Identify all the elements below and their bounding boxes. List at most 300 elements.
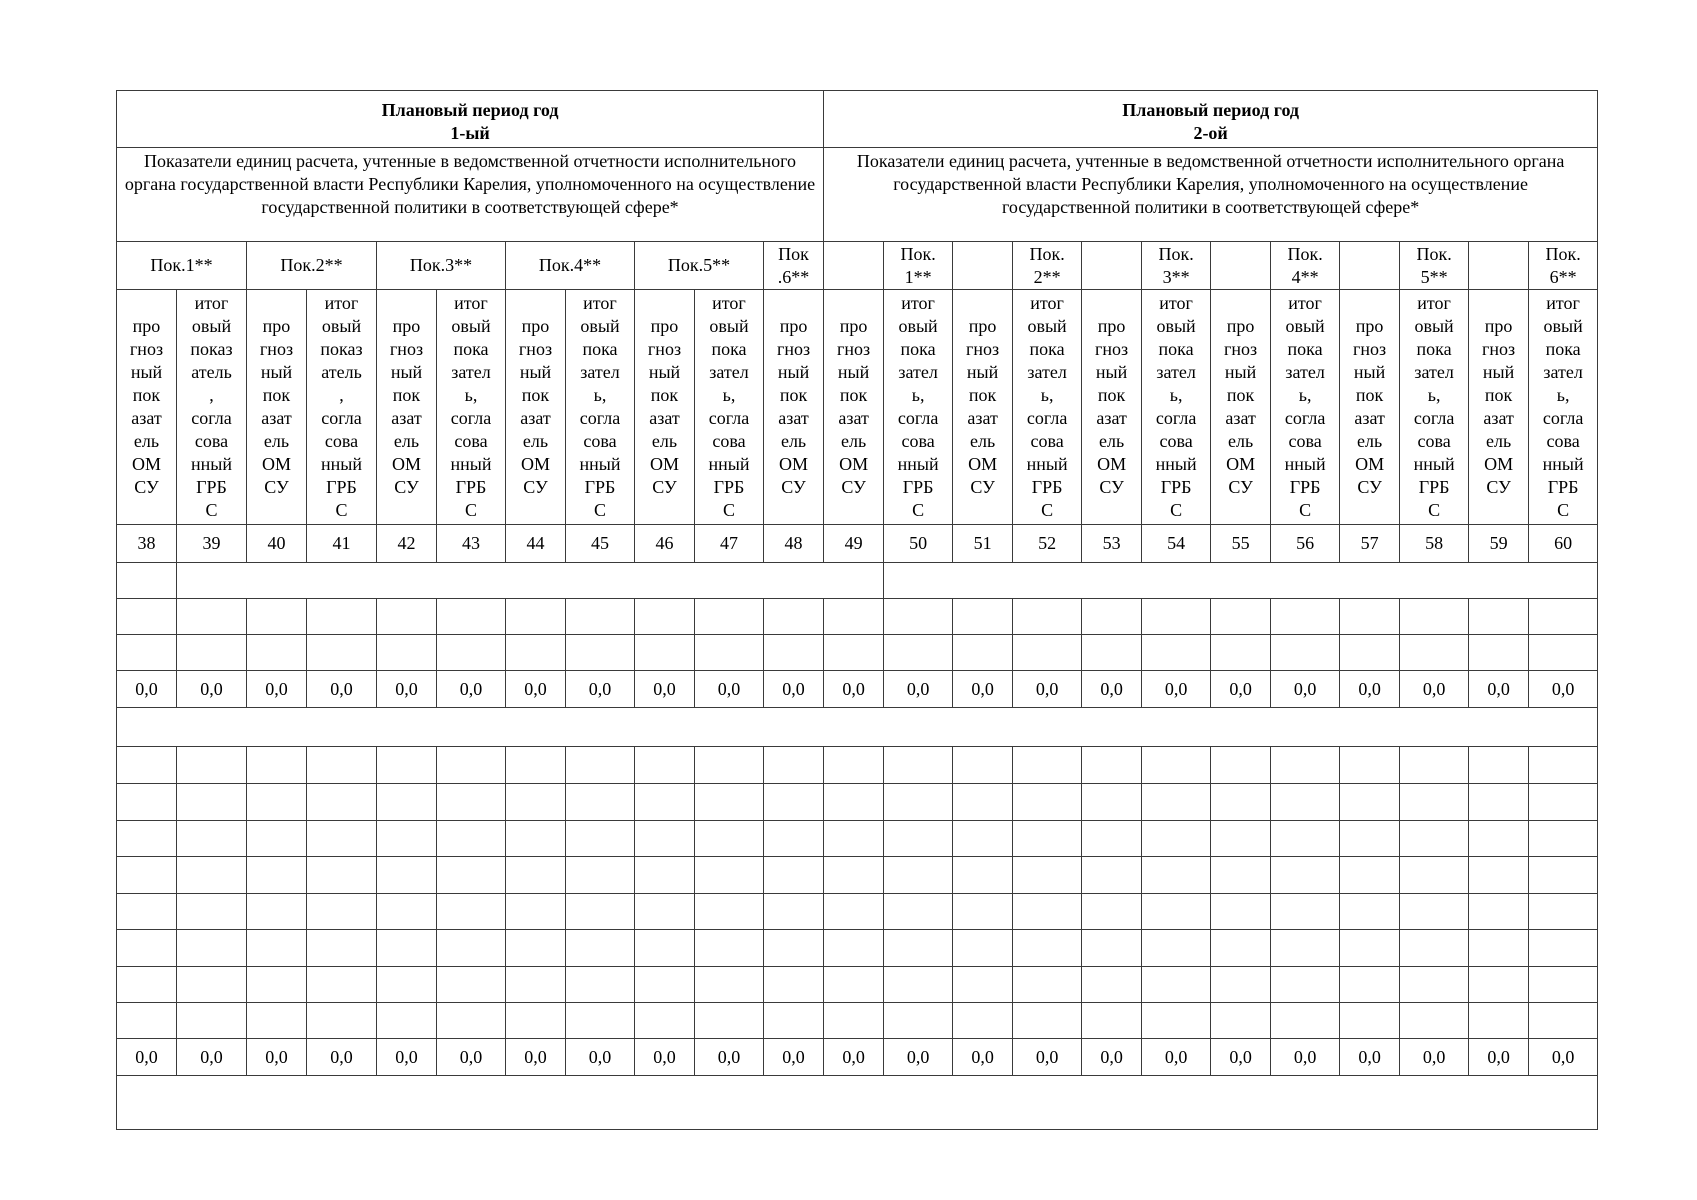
table-cell [635, 747, 695, 784]
total-cell: 0,0 [884, 671, 953, 708]
table-cell [884, 1003, 953, 1039]
column-number: 53 [1082, 525, 1142, 563]
total-cell: 0,0 [764, 1039, 824, 1076]
table-cell [635, 967, 695, 1003]
table-cell [1340, 967, 1400, 1003]
column-number: 42 [377, 525, 437, 563]
column-header-44: про гноз ный пок азат ель ОМ СУ [506, 290, 566, 525]
table-cell [566, 784, 635, 821]
column-header-52: итог овый пока зател ь, согла сова нный ГРБ С [1013, 290, 1082, 525]
table-cell [247, 1003, 307, 1039]
indicator-blank-p2-1 [824, 242, 884, 290]
table-cell [437, 635, 506, 671]
table-cell [695, 930, 764, 967]
column-number: 54 [1142, 525, 1211, 563]
table-cell [247, 599, 307, 635]
total-cell: 0,0 [1469, 671, 1529, 708]
table-cell [377, 967, 437, 1003]
column-number: 38 [117, 525, 177, 563]
period-1-title-cell [117, 91, 824, 148]
table-cell [764, 894, 824, 930]
table-cell [884, 894, 953, 930]
column-header-50: итог овый пока зател ь, согла сова нный ГРБ С [884, 290, 953, 525]
section-cell-left [177, 563, 884, 599]
table-cell [824, 930, 884, 967]
table-cell [307, 894, 377, 930]
indicator-blank-p2-2 [953, 242, 1013, 290]
column-header-58: итог овый пока зател ь, согла сова нный ГРБ С [1400, 290, 1469, 525]
table-cell [1271, 894, 1340, 930]
table-cell [437, 967, 506, 1003]
table-cell [953, 821, 1013, 857]
indicator-blank-p2-4 [1211, 242, 1271, 290]
table-cell [1082, 635, 1142, 671]
table-cell [1013, 857, 1082, 894]
table-cell [1142, 930, 1211, 967]
table-cell [1211, 599, 1271, 635]
column-header-39: итог овый показ атель , согла сова нный ГРБ С [177, 290, 247, 525]
table-cell [1271, 784, 1340, 821]
table-cell [1400, 747, 1469, 784]
table-cell [884, 967, 953, 1003]
total-cell: 0,0 [247, 1039, 307, 1076]
column-header-41: итог овый показ атель , согла сова нный ГРБ С [307, 290, 377, 525]
table-cell [1400, 967, 1469, 1003]
table-cell [506, 784, 566, 821]
table-cell [824, 635, 884, 671]
table-cell [1469, 747, 1529, 784]
table-cell [506, 1003, 566, 1039]
table-cell [635, 599, 695, 635]
table-cell [1082, 967, 1142, 1003]
table-cell [1082, 599, 1142, 635]
column-header-54: итог овый пока зател ь, согла сова нный ГРБ С [1142, 290, 1211, 525]
table-cell [247, 857, 307, 894]
section-cell-first [117, 563, 177, 599]
total-cell: 0,0 [1211, 671, 1271, 708]
table-cell [1142, 857, 1211, 894]
total-cell: 0,0 [506, 1039, 566, 1076]
table-cell [764, 930, 824, 967]
total-cell: 0,0 [884, 1039, 953, 1076]
table-cell [1013, 599, 1082, 635]
table-cell [566, 857, 635, 894]
table-cell [1211, 784, 1271, 821]
table-cell [1529, 894, 1598, 930]
indicator-heading-p2-2: Пок. 2** [1013, 242, 1082, 290]
table-cell [1400, 784, 1469, 821]
table-cell [1469, 635, 1529, 671]
table-cell [1529, 857, 1598, 894]
table-cell [177, 599, 247, 635]
column-number: 56 [1271, 525, 1340, 563]
table-cell [695, 894, 764, 930]
total-cell: 0,0 [1400, 671, 1469, 708]
column-number-row [117, 525, 1598, 563]
total-cell: 0,0 [1469, 1039, 1529, 1076]
footer-cell [117, 1076, 1598, 1130]
table-cell [764, 967, 824, 1003]
column-number: 48 [764, 525, 824, 563]
table-cell [884, 747, 953, 784]
table-cell [635, 857, 695, 894]
table-cell [1469, 821, 1529, 857]
table-cell [1082, 1003, 1142, 1039]
totals-row-2 [117, 1039, 1598, 1076]
table-cell [1211, 635, 1271, 671]
column-header-57: про гноз ный пок азат ель ОМ СУ [1340, 290, 1400, 525]
table-cell [117, 747, 177, 784]
column-header-49: про гноз ный пок азат ель ОМ СУ [824, 290, 884, 525]
table-cell [1013, 747, 1082, 784]
table-cell [635, 635, 695, 671]
column-number: 50 [884, 525, 953, 563]
total-cell: 0,0 [635, 671, 695, 708]
table-cell [1211, 1003, 1271, 1039]
period-2-subtitle: 2-ой [1193, 123, 1228, 143]
table-cell [1082, 821, 1142, 857]
column-header-row [117, 290, 1598, 525]
indicator-heading-p1-3: Пок.3** [377, 242, 506, 290]
indicator-heading-p1-4: Пок.4** [506, 242, 635, 290]
table-cell [884, 635, 953, 671]
total-cell: 0,0 [695, 1039, 764, 1076]
table-cell [377, 930, 437, 967]
table-cell [1082, 747, 1142, 784]
table-cell [764, 784, 824, 821]
table-cell [1082, 894, 1142, 930]
column-number: 58 [1400, 525, 1469, 563]
table-cell [1400, 857, 1469, 894]
column-number: 52 [1013, 525, 1082, 563]
table-cell [1340, 1003, 1400, 1039]
table-cell [377, 599, 437, 635]
column-number: 55 [1211, 525, 1271, 563]
indicator-blank-p2-3 [1082, 242, 1142, 290]
total-cell: 0,0 [1211, 1039, 1271, 1076]
table-cell [247, 967, 307, 1003]
table-cell [437, 747, 506, 784]
column-number: 43 [437, 525, 506, 563]
table-cell [377, 1003, 437, 1039]
table-cell [1400, 635, 1469, 671]
total-cell: 0,0 [377, 1039, 437, 1076]
table-cell [307, 1003, 377, 1039]
table-cell [117, 599, 177, 635]
column-number: 57 [1340, 525, 1400, 563]
table-cell [1142, 1003, 1211, 1039]
table-cell [695, 747, 764, 784]
column-number: 41 [307, 525, 377, 563]
blank-row [117, 821, 1598, 857]
table-cell [764, 747, 824, 784]
table-cell [1142, 894, 1211, 930]
table-cell [1271, 930, 1340, 967]
table-cell [884, 784, 953, 821]
table-cell [117, 894, 177, 930]
table-cell [1013, 821, 1082, 857]
table-cell [117, 821, 177, 857]
table-cell [824, 821, 884, 857]
table-cell [377, 635, 437, 671]
table-cell [824, 967, 884, 1003]
table-cell [177, 784, 247, 821]
table-cell [177, 821, 247, 857]
table-cell [437, 1003, 506, 1039]
table-cell [1529, 747, 1598, 784]
table-cell [884, 857, 953, 894]
table-cell [1142, 967, 1211, 1003]
table-cell [764, 635, 824, 671]
table-cell [1529, 930, 1598, 967]
spacer-cell [117, 708, 1598, 747]
table-cell [1529, 821, 1598, 857]
table-cell [1013, 967, 1082, 1003]
column-number: 45 [566, 525, 635, 563]
table-cell [1211, 857, 1271, 894]
table-cell [437, 857, 506, 894]
table-cell [635, 930, 695, 967]
table-cell [1400, 599, 1469, 635]
table-cell [1013, 784, 1082, 821]
table-cell [635, 894, 695, 930]
table-cell [1013, 894, 1082, 930]
table-cell [953, 930, 1013, 967]
total-cell: 0,0 [307, 671, 377, 708]
table-cell [1469, 857, 1529, 894]
table-cell [695, 821, 764, 857]
table-cell [953, 857, 1013, 894]
table-cell [1271, 599, 1340, 635]
table-cell [506, 857, 566, 894]
total-cell: 0,0 [377, 671, 437, 708]
table-cell [1469, 1003, 1529, 1039]
total-cell: 0,0 [1013, 671, 1082, 708]
column-number: 60 [1529, 525, 1598, 563]
table-cell [824, 784, 884, 821]
table-cell [1211, 967, 1271, 1003]
table-cell [1340, 821, 1400, 857]
table-cell [695, 857, 764, 894]
table-cell [566, 930, 635, 967]
table-cell [953, 967, 1013, 1003]
table-cell [247, 747, 307, 784]
table-cell [1142, 599, 1211, 635]
table-cell [247, 894, 307, 930]
table-cell [824, 599, 884, 635]
table-cell [1340, 894, 1400, 930]
indicator-heading-p2-4: Пок. 4** [1271, 242, 1340, 290]
blank-row [117, 784, 1598, 821]
column-header-60: итог овый пока зател ь, согла сова нный ГРБ С [1529, 290, 1598, 525]
table-cell [307, 635, 377, 671]
table-cell [1400, 1003, 1469, 1039]
total-cell: 0,0 [1529, 671, 1598, 708]
column-number: 46 [635, 525, 695, 563]
table-cell [1340, 599, 1400, 635]
table-cell [506, 599, 566, 635]
table-cell [177, 894, 247, 930]
table-cell [117, 857, 177, 894]
table-cell [437, 784, 506, 821]
table-cell [1142, 821, 1211, 857]
total-cell: 0,0 [1013, 1039, 1082, 1076]
indicator-heading-p2-3: Пок. 3** [1142, 242, 1211, 290]
table-cell [824, 857, 884, 894]
indicator-heading-p1-5: Пок.5** [635, 242, 764, 290]
table-cell [695, 784, 764, 821]
table-cell [506, 747, 566, 784]
blank-row [117, 747, 1598, 784]
indicator-heading-p1-2: Пок.2** [247, 242, 377, 290]
table-cell [953, 599, 1013, 635]
total-cell: 0,0 [1340, 671, 1400, 708]
table-cell [1142, 747, 1211, 784]
table-cell [1340, 857, 1400, 894]
table-cell [437, 894, 506, 930]
column-header-55: про гноз ный пок азат ель ОМ СУ [1211, 290, 1271, 525]
total-cell: 0,0 [1340, 1039, 1400, 1076]
total-cell: 0,0 [1271, 1039, 1340, 1076]
table-cell [1340, 930, 1400, 967]
indicator-blank-p2-5 [1340, 242, 1400, 290]
blank-row [117, 635, 1598, 671]
table-cell [247, 784, 307, 821]
total-cell: 0,0 [117, 1039, 177, 1076]
table-cell [1271, 967, 1340, 1003]
table-cell [566, 894, 635, 930]
table-cell [1082, 784, 1142, 821]
table-cell [953, 747, 1013, 784]
column-number: 39 [177, 525, 247, 563]
indicator-heading-p2-6: Пок. 6** [1529, 242, 1598, 290]
table-cell [307, 599, 377, 635]
table-cell [506, 821, 566, 857]
column-header-45: итог овый пока зател ь, согла сова нный ГРБ С [566, 290, 635, 525]
total-cell: 0,0 [695, 671, 764, 708]
column-header-38: про гноз ный пок азат ель ОМ СУ [117, 290, 177, 525]
table-cell [307, 967, 377, 1003]
table-cell [1271, 635, 1340, 671]
table-cell [635, 1003, 695, 1039]
column-header-48: про гноз ный пок азат ель ОМ СУ [764, 290, 824, 525]
total-cell: 0,0 [177, 1039, 247, 1076]
table-cell [1340, 635, 1400, 671]
total-cell: 0,0 [437, 1039, 506, 1076]
period-2-title: Плановый период год [1122, 100, 1300, 120]
table-cell [953, 784, 1013, 821]
table-cell [566, 821, 635, 857]
table-cell [506, 894, 566, 930]
table-cell [377, 894, 437, 930]
table-cell [307, 821, 377, 857]
total-cell: 0,0 [1400, 1039, 1469, 1076]
table-cell [1082, 930, 1142, 967]
table-cell [1340, 784, 1400, 821]
period-1-subtitle: 1-ый [450, 123, 490, 143]
table-cell [247, 635, 307, 671]
table-cell [177, 747, 247, 784]
table-cell [1400, 894, 1469, 930]
blank-row [117, 930, 1598, 967]
table-cell [1529, 967, 1598, 1003]
table-cell [1142, 635, 1211, 671]
table-cell [1082, 857, 1142, 894]
blank-row [117, 857, 1598, 894]
blank-row [117, 1003, 1598, 1039]
indicator-heading-p1-1: Пок.1** [117, 242, 247, 290]
table-cell [177, 635, 247, 671]
planning-table [116, 90, 1598, 1130]
column-number: 44 [506, 525, 566, 563]
table-cell [437, 821, 506, 857]
table-cell [566, 1003, 635, 1039]
table-cell [695, 599, 764, 635]
column-header-42: про гноз ный пок азат ель ОМ СУ [377, 290, 437, 525]
table-cell [884, 821, 953, 857]
column-header-51: про гноз ный пок азат ель ОМ СУ [953, 290, 1013, 525]
total-cell: 0,0 [1082, 1039, 1142, 1076]
table-cell [764, 821, 824, 857]
table-cell [1469, 784, 1529, 821]
table-cell [566, 747, 635, 784]
total-cell: 0,0 [566, 671, 635, 708]
table-cell [1142, 784, 1211, 821]
indicator-heading-p1-6: Пок .6** [764, 242, 824, 290]
total-cell: 0,0 [953, 671, 1013, 708]
column-header-53: про гноз ный пок азат ель ОМ СУ [1082, 290, 1142, 525]
period-1-title: Плановый период год [381, 100, 559, 120]
total-cell: 0,0 [506, 671, 566, 708]
total-cell: 0,0 [437, 671, 506, 708]
column-number: 51 [953, 525, 1013, 563]
table-cell [635, 821, 695, 857]
table-cell [377, 857, 437, 894]
table-cell [824, 894, 884, 930]
column-number: 59 [1469, 525, 1529, 563]
table-cell [824, 1003, 884, 1039]
column-header-59: про гноз ный пок азат ель ОМ СУ [1469, 290, 1529, 525]
total-cell: 0,0 [824, 671, 884, 708]
table-cell [117, 784, 177, 821]
table-cell [506, 930, 566, 967]
period-2-title-cell [824, 91, 1598, 148]
table-cell [1529, 599, 1598, 635]
table-cell [695, 1003, 764, 1039]
table-cell [117, 1003, 177, 1039]
section-cell-right [884, 563, 1598, 599]
table-cell [307, 747, 377, 784]
table-cell [1271, 1003, 1340, 1039]
blank-row [117, 599, 1598, 635]
spacer-row [117, 708, 1598, 747]
table-cell [1400, 821, 1469, 857]
table-cell [1013, 1003, 1082, 1039]
table-cell [1340, 747, 1400, 784]
column-number: 49 [824, 525, 884, 563]
table-cell [1013, 635, 1082, 671]
total-cell: 0,0 [635, 1039, 695, 1076]
table-cell [953, 894, 1013, 930]
table-cell [307, 857, 377, 894]
column-header-46: про гноз ный пок азат ель ОМ СУ [635, 290, 695, 525]
table-cell [307, 784, 377, 821]
total-cell: 0,0 [247, 671, 307, 708]
table-cell [1529, 635, 1598, 671]
total-cell: 0,0 [824, 1039, 884, 1076]
indicator-heading-p2-5: Пок. 5** [1400, 242, 1469, 290]
blank-row [117, 894, 1598, 930]
